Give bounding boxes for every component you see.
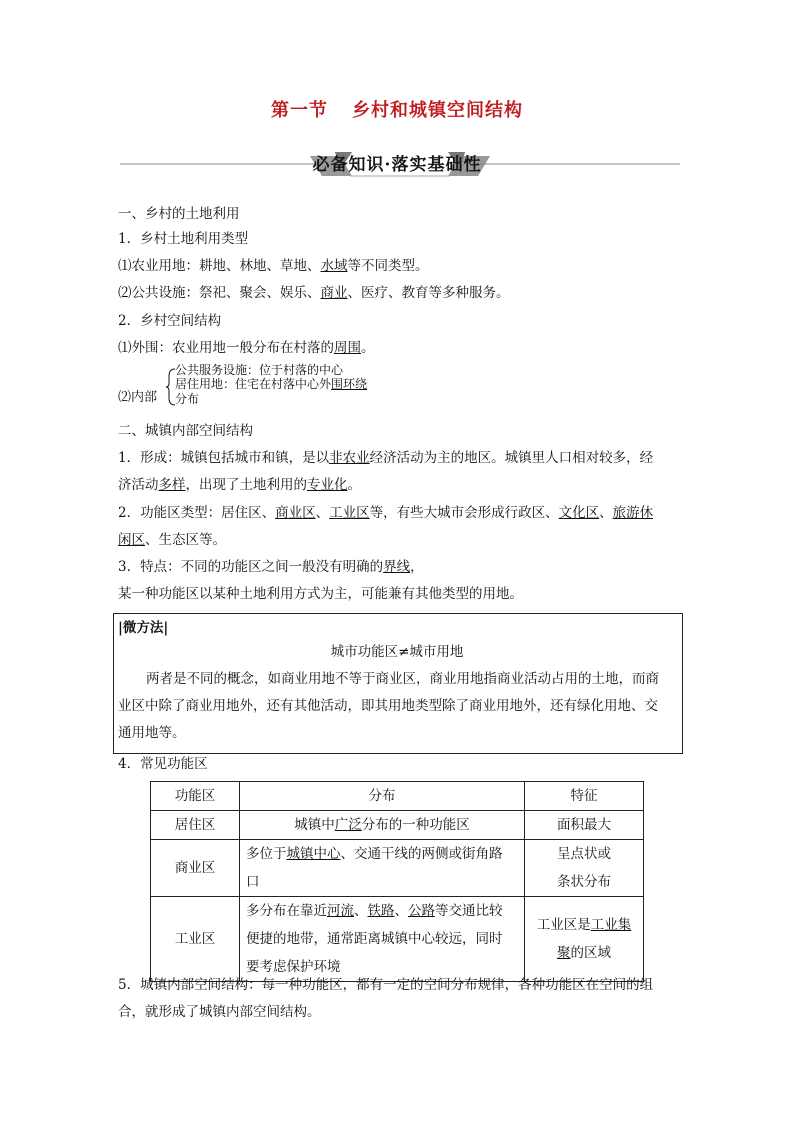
answer-blank: 旅游休 — [612, 505, 654, 521]
inner-item: 公共服务设施：位于村落的中心 — [175, 363, 344, 377]
subheading: 4．常见功能区 — [118, 756, 208, 772]
paragraph: 2．功能区类型：居住区、商业区、工业区等，有些大城市会形成行政区、文化区、旅游休 — [118, 505, 654, 521]
answer-blank: 工业区 — [329, 505, 370, 521]
inner-label: ⑵内部 — [118, 390, 158, 405]
zone-distribution: 多位于城镇中心、交通干线的两侧或街角路 口 — [240, 840, 525, 897]
section-name: 乡村和城镇空间结构 — [352, 100, 523, 121]
table-row — [151, 897, 644, 982]
section-heading: 一、乡村的土地利用 — [118, 206, 240, 222]
function-zone-table — [150, 781, 644, 982]
answer-blank: 多样 — [158, 477, 186, 493]
table-row — [151, 840, 644, 897]
section-heading: 二、城镇内部空间结构 — [118, 423, 253, 439]
inner-item: 居住用地：住宅在村落中心外围环绕 — [175, 377, 368, 391]
answer-blank: 文化区 — [558, 505, 600, 521]
paragraph: 闲区、生态区等。 — [118, 532, 226, 548]
method-heading: 城市功能区≠城市用地 — [330, 644, 464, 660]
table-header: 特征 — [525, 782, 644, 811]
zone-name: 商业区 — [151, 840, 240, 897]
zone-distribution: 多分布在靠近河流、铁路、公路等交通比较 便捷的地带，通常距离城镇中心较远，同时 要考虑保护环境 — [240, 897, 525, 982]
method-text: 两者是不同的概念，如商业用地不等于商业区，商业用地指商业活动占用的土地，而商 — [146, 671, 659, 687]
subheading: 2．乡村空间结构 — [118, 313, 222, 329]
paragraph: 济活动多样，出现了土地利用的专业化。 — [118, 477, 361, 493]
answer-blank: 围环绕 — [331, 377, 368, 391]
paragraph: 合，就形成了城镇内部空间结构。 — [118, 1004, 321, 1020]
zone-feature: 工业区是工业集 聚的区域 — [525, 897, 644, 982]
zone-distribution: 城镇中广泛分布的一种功能区 — [240, 811, 525, 840]
page-title — [0, 96, 794, 122]
banner-title: 必备知识·落实基础性 — [312, 155, 482, 175]
table-header: 分布 — [240, 782, 525, 811]
paragraph: ⑵公共设施：祭祀、聚会、娱乐、商业、医疗、教育等多种服务。 — [118, 285, 510, 301]
inner-item: 分布 — [175, 392, 200, 406]
zone-feature: 面积最大 — [525, 811, 644, 840]
zone-name: 工业区 — [151, 897, 240, 982]
answer-blank: 周围 — [334, 340, 361, 356]
answer-blank: 界线 — [383, 559, 411, 575]
table-header: 功能区 — [151, 782, 240, 811]
zone-name: 居住区 — [151, 811, 240, 840]
section-number: 第一节 — [271, 100, 328, 121]
answer-blank: 非农业 — [329, 450, 370, 466]
answer-blank: 闲区 — [118, 532, 145, 548]
paragraph: ⑴外围：农业用地一般分布在村落的周围。 — [118, 340, 375, 356]
subheading: 1．乡村土地利用类型 — [118, 231, 249, 247]
answer-blank: 商业 — [320, 285, 348, 301]
paragraph: 3．特点：不同的功能区之间一般没有明确的界线， — [118, 559, 424, 575]
paragraph: 1．形成：城镇包括城市和镇，是以非农业经济活动为主的地区。城镇里人口相对较多，经 — [118, 450, 654, 466]
method-label: |微方法| — [118, 620, 169, 636]
table-row — [151, 811, 644, 840]
paragraph: 某一种功能区以某种土地利用方式为主，可能兼有其他类型的用地。 — [118, 586, 523, 602]
paragraph: ⑴农业用地：耕地、林地、草地、水域等不同类型。 — [118, 258, 429, 274]
method-text: 业区中除了商业用地外，还有其他活动，即其用地类型除了商业用地外，还有绿化用地、交 — [118, 698, 658, 714]
table-header-row — [151, 782, 644, 811]
zone-feature: 呈点状或 条状分布 — [525, 840, 644, 897]
answer-blank: 商业区 — [275, 505, 316, 521]
paragraph: 5．城镇内部空间结构：每一种功能区，都有一定的空间分布规律，各种功能区在空间的组 — [118, 977, 654, 993]
method-text: 通用地等。 — [118, 725, 186, 741]
answer-blank: 专业化 — [307, 477, 348, 493]
answer-blank: 水域 — [320, 258, 348, 274]
